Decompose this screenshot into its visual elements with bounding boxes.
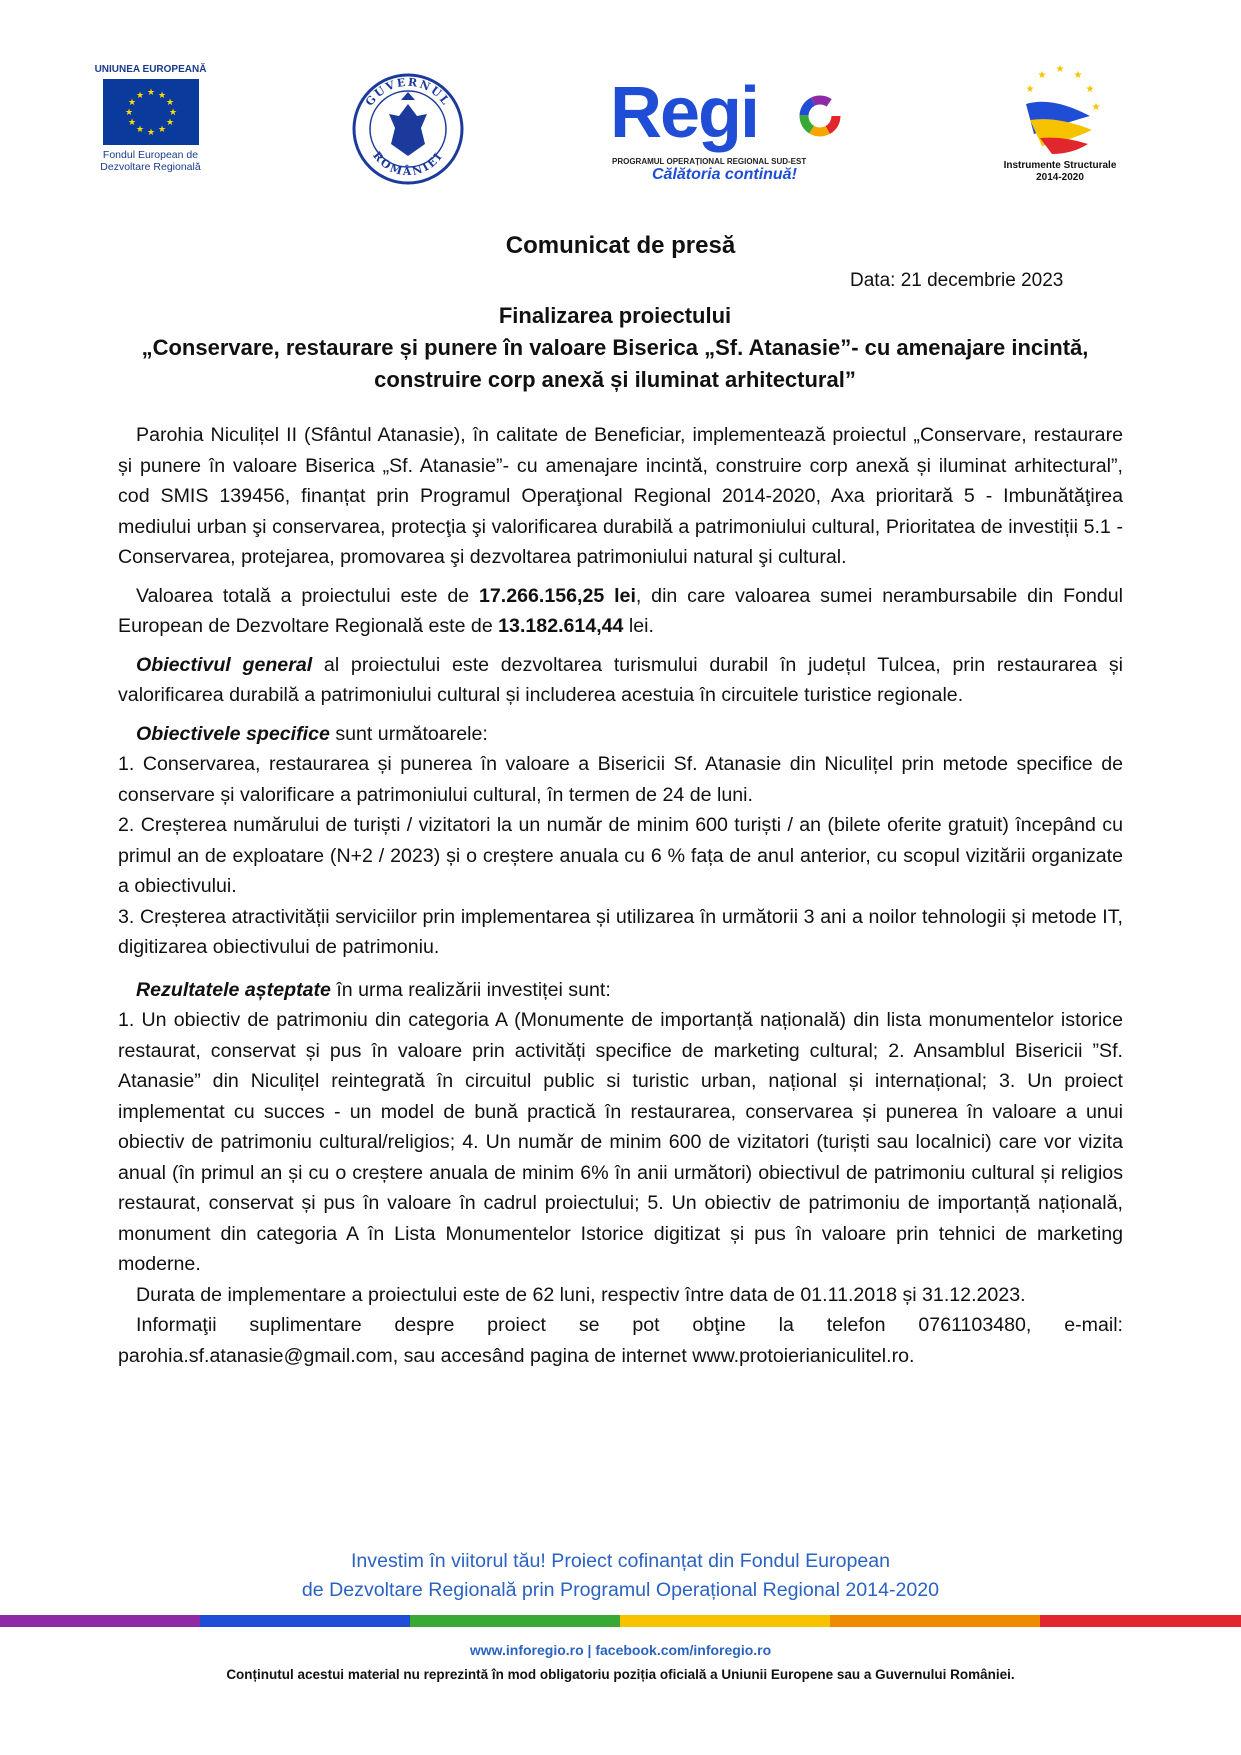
- svg-text:★: ★: [1085, 84, 1095, 95]
- general-objective-text: al proiectului este dezvoltarea turismului durabil în județul Tulcea, prin restaurarea și valorificarea durabilă a patrimoniului cultural și includerea acestuia în circuitele turistice regionale.: [118, 653, 1123, 706]
- svg-text:★: ★: [146, 128, 155, 138]
- results-heading-text: în urma realizării investiței sunt:: [330, 978, 611, 1001]
- cofinancing-statement: [0, 1547, 1241, 1605]
- intro-paragraph: Parohia Niculițel II (Sfântul Atanasie), în calitate de Beneficiar, implementează proiectul „Conservare, restaurare și punere în valoare Biserica „Sf. Atanasie”- cu amenajare incintă, construire corp anexă și iluminat arhitectural”, cod SMIS 139456, finanțat prin Programul Operaţional Regional 2014-2020, Axa prioritară 5 - Imbunătăţirea mediului urban şi conservarea, protecţia şi valorificarea durabilă a patrimoniului cultural, Prioritatea de investiții 5.1 - Conservarea, protejarea, promovarea şi dezvoltarea patrimoniului natural şi cultural.: [118, 424, 1123, 568]
- page-title: Comunicat de presă: [505, 232, 736, 259]
- eu-flag-icon: [103, 79, 199, 145]
- contact-paragraph: Informaţii suplimentare despre proiect se pot obţine la telefon 0761103480, e-mail: parohia.sf.atanasie@gmail.com, sau accesând pagina de internet www.protoierianiculitel.ro.: [118, 1314, 1123, 1367]
- specific-objectives-text: sunt următoarele:: [329, 722, 488, 745]
- svg-text:★: ★: [157, 91, 166, 101]
- color-stripe: [0, 1612, 1241, 1624]
- objective-item-1: 1. Conservarea, restaurarea și punerea în valoare a Bisericii Sf. Atanasie din Niculițel prin metode specifice de conservare și valorificare a patrimoniului cultural, în termen de 24 de luni.: [118, 753, 1123, 806]
- results-label: Rezultatele așteptate: [136, 978, 331, 1001]
- svg-text:★: ★: [1073, 70, 1083, 81]
- eu-logo: [88, 64, 213, 173]
- total-value: 17.266.156,25 lei: [478, 584, 636, 607]
- svg-text:★: ★: [124, 108, 133, 118]
- duration-paragraph: Durata de implementare a proiectului este de 62 luni, respectiv între data de 01.11.2018 și 31.12.2023.: [136, 1283, 1026, 1306]
- regio-program-text: PROGRAMUL OPERAȚIONAL REGIONAL SUD-EST: [612, 157, 807, 166]
- eu-logo-line1: Fondul European de: [102, 149, 199, 161]
- svg-text:★: ★: [168, 108, 177, 118]
- svg-text:★: ★: [146, 88, 155, 98]
- svg-text:★: ★: [135, 125, 144, 135]
- objective-item-3: 3. Creșterea atractivității serviciilor prin implementarea și utilizarea în următorii 3 ani a noilor tehnologii și metode IT, digitizarea obiectivului de patrimoniu.: [118, 905, 1123, 958]
- footer-links: www.inforegio.ro | facebook.com/inforegio.ro: [469, 1642, 772, 1658]
- regio-logo-word: Regi: [610, 73, 759, 153]
- regio-motto: Călătoria continuă!: [652, 166, 797, 183]
- project-title: [110, 300, 1120, 396]
- instrumente-structurale-logo: [990, 60, 1130, 190]
- project-title-line1: Finalizarea proiectului: [498, 303, 732, 328]
- results-heading: [118, 975, 1123, 1006]
- specific-objectives-heading: [118, 719, 1123, 750]
- value-text-a: Valoarea totală a proiectului este de: [136, 584, 479, 607]
- svg-text:★: ★: [165, 118, 174, 128]
- svg-text:★: ★: [127, 118, 136, 128]
- grant-value: 13.182.614,44: [498, 615, 624, 637]
- general-objective-label: Obiectivul general: [136, 653, 313, 676]
- svg-text:★: ★: [157, 125, 166, 135]
- project-title-line2: „Conservare, restaurare și punere în valoare Biserica „Sf. Atanasie”- cu amenajare incintă, construire corp anexă și iluminat arhitectural”: [141, 335, 1089, 392]
- instrumente-structurale-line2: 2014-2020: [1036, 172, 1084, 183]
- press-release-body: [118, 420, 1123, 1371]
- specific-objectives-label: Obiectivele specifice: [136, 722, 330, 745]
- svg-text:★: ★: [1055, 64, 1065, 75]
- cofinancing-line1: Investim în viitorul tău! Proiect cofinanțat din Fondul European: [350, 1550, 891, 1572]
- instrumente-structurale-line1: Instrumente Structurale: [1003, 160, 1117, 171]
- regio-logo: [610, 73, 850, 190]
- value-text-c: lei.: [623, 615, 654, 637]
- logo-row: [0, 0, 1241, 200]
- svg-text:GUVERNUL: GUVERNUL: [362, 75, 454, 109]
- general-objective-paragraph: [118, 650, 1123, 711]
- eu-logo-line2: Dezvoltare Regională: [100, 161, 201, 173]
- results-paragraph: 1. Un obiectiv de patrimoniu din categoria A (Monumente de importanță națională) din lista monumentelor istorice restaurat, conservat și pus în valoare prin activități specifice de marketing cultural; 2. Ansamblul Bisericii ”Sf. Atanasie” din Niculițel reintegrată în circuitul public si turistic urban, național și internațional; 3. Un proiect implementat cu succes - un model de bună practică în restaurarea, conservarea și punerea în valoare a unui obiectiv de patrimoniu cultural/religios; 4. Un număr de minim 600 de vizitatori (turiști sau localnici) care vor vizita anual (în primul an și cu o creștere anuala de minim 6% în anii următori) obiectivul de patrimoniu cultural și religios restaurat, conservat și pus în valoare în cadrul proiectului; 5. Un obiectiv de patrimoniu de importanță națională, monument din categoria A în Lista Monumentelor Istorice digitizat și pus în valoare prin tehnici de marketing moderne.: [118, 1009, 1123, 1275]
- svg-text:★: ★: [165, 98, 174, 108]
- regio-ring-icon: [798, 94, 842, 138]
- instrumente-structurale-icon: [1012, 60, 1108, 160]
- value-paragraph: [118, 581, 1123, 642]
- svg-text:★: ★: [1091, 102, 1101, 113]
- svg-text:★: ★: [1037, 70, 1047, 81]
- svg-text:★: ★: [1025, 84, 1035, 95]
- svg-text:★: ★: [127, 98, 136, 108]
- eu-logo-title: UNIUNEA EUROPEANĂ: [94, 64, 207, 75]
- cofinancing-line2: de Dezvoltare Regională prin Programul Operațional Regional 2014-2020: [301, 1579, 940, 1601]
- objective-item-2: 2. Creșterea numărului de turiști / vizitatori la un număr de minim 600 turiști / an (bilete oferite gratuit) începând cu primul an de exploatare (N+2 / 2023) și o creștere anuala cu 6 % fața de anul anterior, cu scopul vizitării organizate a obiectivului.: [118, 814, 1123, 897]
- press-date: Data: 21 decembrie 2023: [850, 270, 1064, 291]
- footer-disclaimer: Conținutul acestui material nu reprezintă în mod obligatoriu poziția oficială a Uniunii Europene sau a Guvernului României.: [226, 1667, 1015, 1682]
- svg-text:★: ★: [135, 91, 144, 101]
- value-text-b: , din care valoarea sumei nerambursabile din Fondul European de Dezvoltare Regională este de: [118, 584, 1124, 637]
- government-seal-icon: [351, 72, 465, 186]
- svg-text:ROMÂNIEI: ROMÂNIEI: [370, 149, 446, 179]
